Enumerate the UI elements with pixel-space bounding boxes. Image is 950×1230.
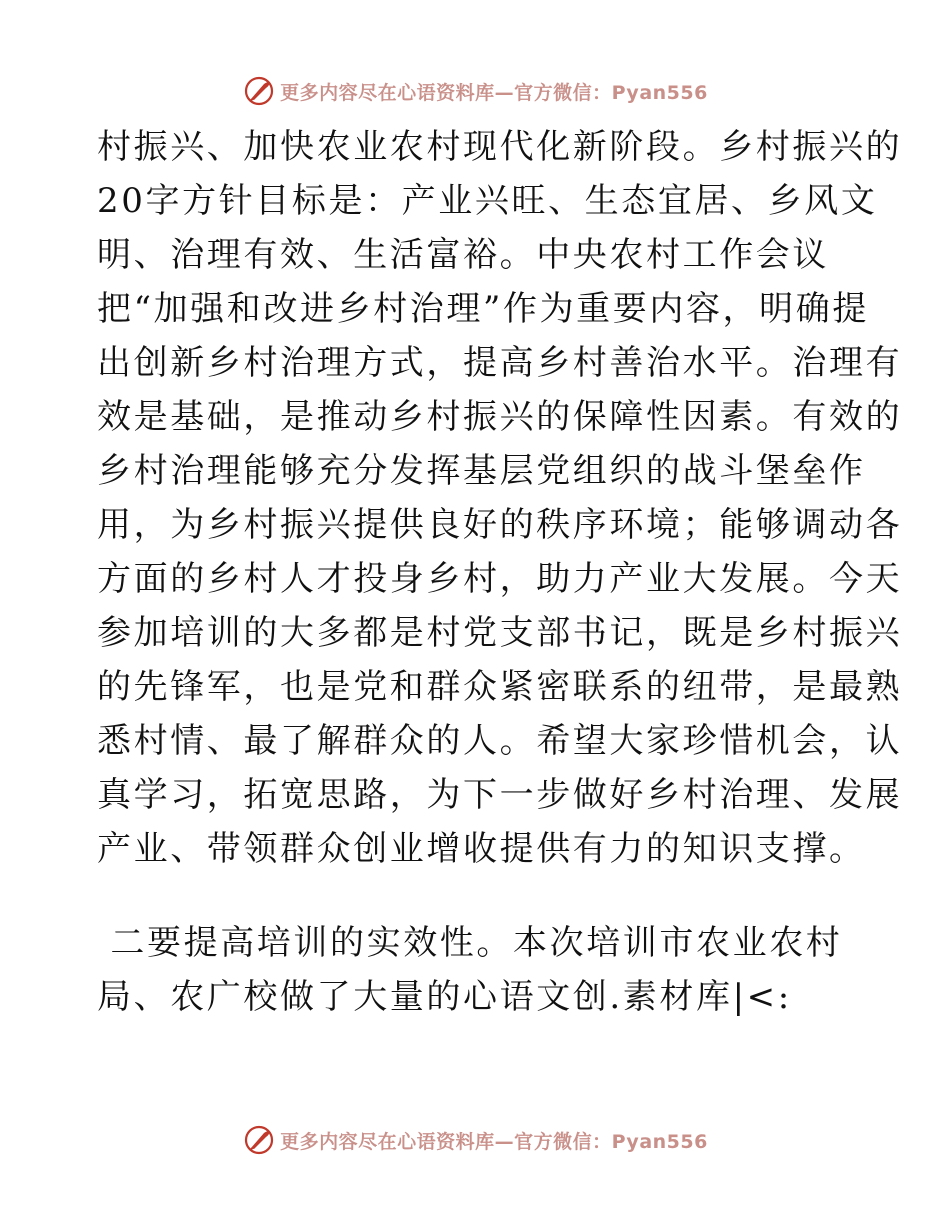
text-line: 方面的乡村人才投身乡村，助力产业大发展。今天: [97, 559, 903, 599]
text-line: 20字方针目标是：产业兴旺、生态宜居、乡风文: [97, 181, 878, 221]
text-line: 参加培训的大多都是村党支部书记，既是乡村振兴: [97, 613, 903, 653]
text-line: 乡村治理能够充分发挥基层党组织的战斗堡垒作: [97, 451, 866, 491]
watermark-header-text: 更多内容尽在心语资料库—官方微信：Pyan556: [280, 81, 708, 104]
quill-pen-logo-icon: [242, 1123, 276, 1157]
document-body: [97, 124, 903, 1028]
text-line: 效是基础，是推动乡村振兴的保障性因素。有效的: [97, 397, 903, 437]
text-line: 悉村情、最了解群众的人。希望大家珍惜机会，认: [97, 721, 903, 761]
text-line: 二要提高培训的实效性。本次培训市农业农村: [97, 923, 843, 963]
text-line: 真学习，拓宽思路，为下一步做好乡村治理、发展: [97, 775, 903, 815]
watermark-footer-text: 更多内容尽在心语资料库—官方微信：Pyan556: [280, 1130, 708, 1153]
text-line: 村振兴、加快农业农村现代化新阶段。乡村振兴的: [97, 127, 903, 167]
text-line: 明、治理有效、生活富裕。中央农村工作会议: [97, 235, 829, 275]
text-line: 用，为乡村振兴提供良好的秩序环境；能够调动各: [97, 505, 903, 545]
watermark-footer: [0, 1120, 950, 1160]
paragraph-1: [97, 124, 903, 873]
text-line: 局、农广校做了大量的心语文创.素材库|<:: [97, 977, 792, 1017]
text-line: 的先锋军，也是党和群众紧密联系的纽带，是最熟: [97, 667, 903, 707]
watermark-header: [0, 71, 950, 111]
text-line: 产业、带领群众创业增收提供有力的知识支撑。: [97, 829, 866, 869]
paragraph-gap: [97, 880, 857, 920]
text-line: 把“加强和改进乡村治理”作为重要内容，明确提: [97, 289, 869, 329]
paragraph-2: [97, 920, 857, 1021]
text-line: 出创新乡村治理方式，提高乡村善治水平。治理有: [97, 343, 903, 383]
quill-pen-logo-icon: [242, 74, 276, 108]
